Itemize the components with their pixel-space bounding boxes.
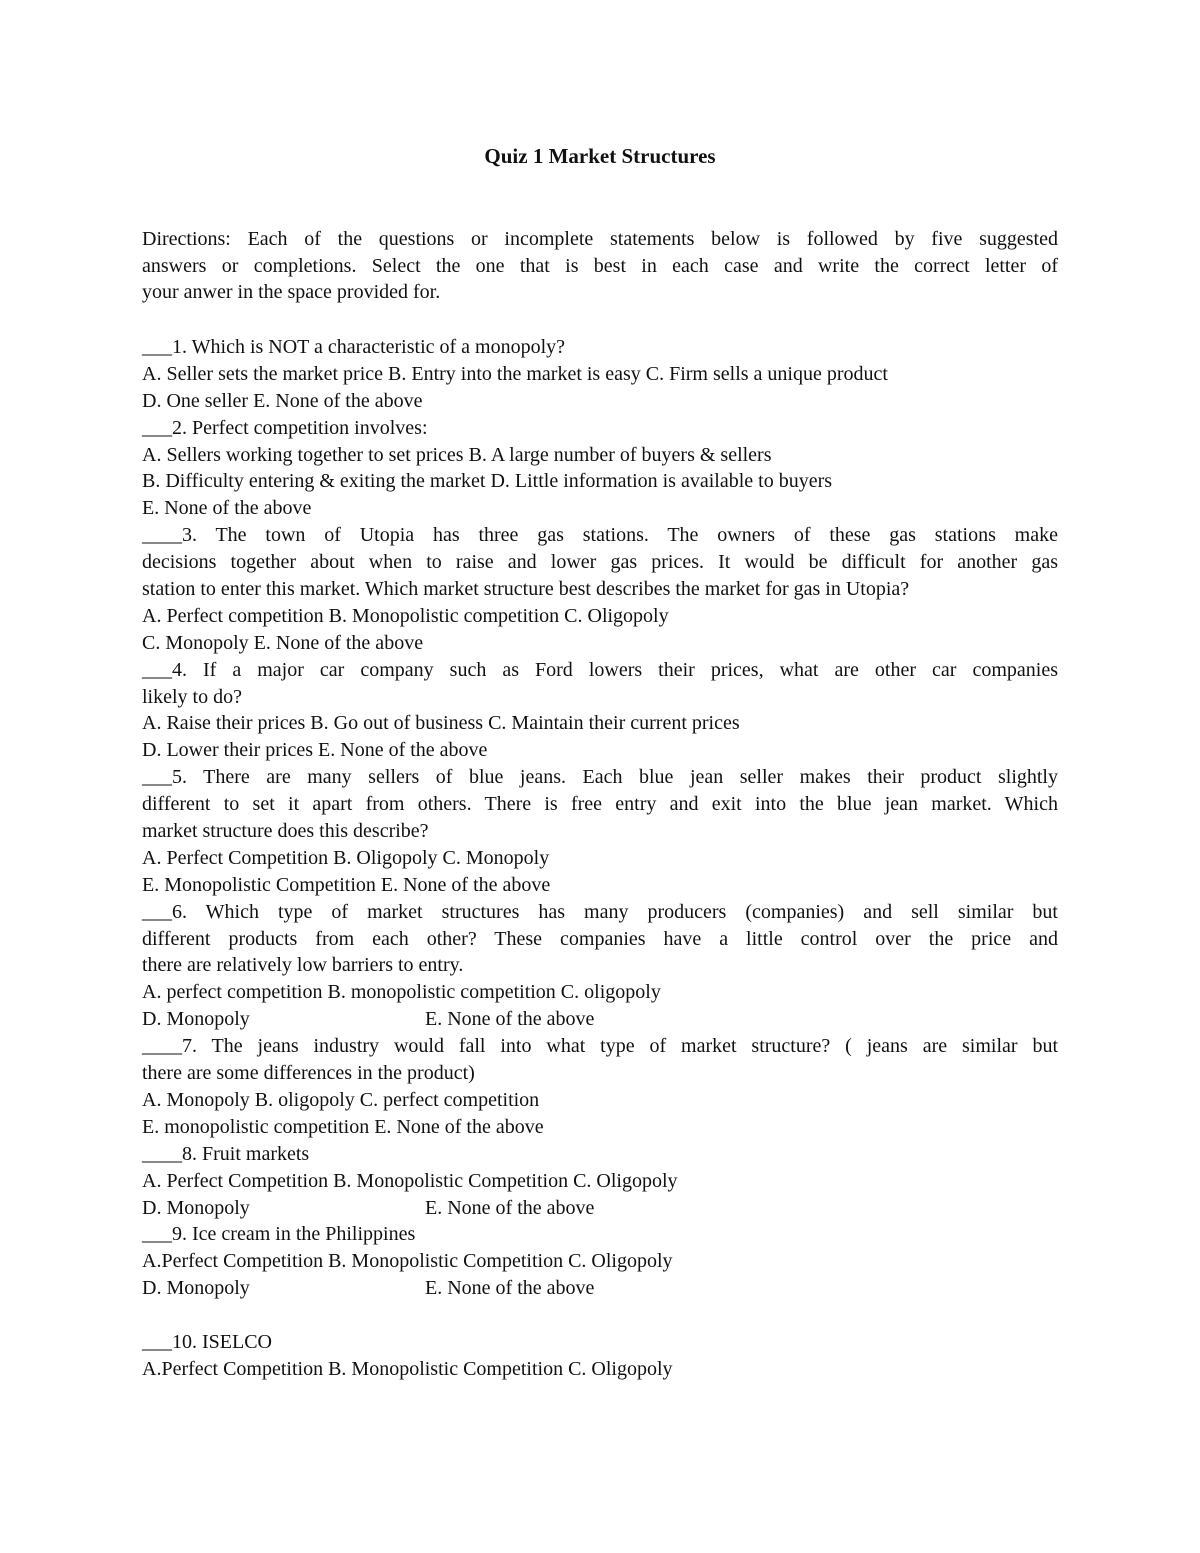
question-stem: decisions together about when to raise and lower gas prices. It would be difficult for another gas	[142, 551, 1058, 574]
answer-choices: A. Perfect Competition B. Oligopoly C. Monopoly	[142, 846, 550, 869]
question-stem: station to enter this market. Which market structure best describes the market for gas in Utopia?	[142, 578, 910, 601]
question-5	[142, 764, 1058, 898]
answer-choices: D. One seller E. None of the above	[142, 389, 423, 412]
choice-right: E. None of the above	[425, 1008, 595, 1031]
answer-choices: E. Monopolistic Competition E. None of the above	[142, 873, 551, 896]
choice-right: E. None of the above	[425, 1277, 595, 1300]
question-stem: ___4. If a major car company such as Ford lowers their prices, what are other car companies	[142, 658, 1058, 681]
question-stem: ___10. ISELCO	[142, 1330, 272, 1353]
answer-choices: A. Seller sets the market price B. Entry into the market is easy C. Firm sells a unique product	[142, 362, 888, 385]
choice-right: E. None of the above	[425, 1196, 595, 1219]
question-stem: there are relatively low barriers to entry.	[142, 954, 464, 977]
answer-choices: A. Monopoly B. oligopoly C. perfect competition	[142, 1088, 540, 1111]
question-2	[142, 415, 1058, 523]
directions-paragraph	[142, 226, 1058, 306]
question-stem: there are some differences in the product)	[142, 1062, 475, 1085]
question-10	[142, 1329, 1058, 1383]
question-stem: ___9. Ice cream in the Philippines	[142, 1223, 416, 1246]
question-stem: ___2. Perfect competition involves:	[142, 416, 428, 439]
choice-left: D. Monopoly	[142, 1196, 250, 1219]
directions-line: answers or completions. Select the one that is best in each case and write the correct letter of	[142, 254, 1058, 277]
choice-left: D. Monopoly	[142, 1277, 250, 1300]
question-stem: ___5. There are many sellers of blue jeans. Each blue jean seller makes their product slightly	[142, 766, 1058, 789]
answer-choices-split	[142, 1195, 1058, 1222]
question-stem: ___6. Which type of market structures has many producers (companies) and sell similar but	[142, 900, 1058, 923]
question-3	[142, 522, 1058, 656]
question-4	[142, 657, 1058, 765]
answer-choices: E. None of the above	[142, 497, 312, 520]
answer-choices-split	[142, 1275, 1058, 1302]
answer-choices: B. Difficulty entering & exiting the market D. Little information is available to buyers	[142, 470, 833, 493]
directions-line: your anwer in the space provided for.	[142, 281, 441, 304]
question-8	[142, 1141, 1058, 1222]
question-stem: likely to do?	[142, 685, 242, 708]
choice-left: D. Monopoly	[142, 1008, 250, 1031]
question-stem: ____3. The town of Utopia has three gas stations. The owners of these gas stations make	[142, 524, 1058, 547]
answer-choices: E. monopolistic competition E. None of the above	[142, 1115, 544, 1138]
question-list	[142, 334, 1058, 1383]
answer-choices: A. Raise their prices B. Go out of business C. Maintain their current prices	[142, 712, 740, 735]
question-stem: ___1. Which is NOT a characteristic of a monopoly?	[142, 336, 566, 358]
answer-choices: A.Perfect Competition B. Monopolistic Competition C. Oligopoly	[142, 1357, 673, 1380]
question-stem: ____7. The jeans industry would fall into what type of market structure? ( jeans are similar but	[142, 1035, 1058, 1058]
answer-choices: A. Perfect competition B. Monopolistic competition C. Oligopoly	[142, 604, 669, 627]
answer-choices: A. perfect competition B. monopolistic competition C. oligopoly	[142, 981, 661, 1004]
answer-choices: A. Perfect Competition B. Monopolistic Competition C. Oligopoly	[142, 1169, 678, 1192]
question-9	[142, 1221, 1058, 1302]
answer-choices: C. Monopoly E. None of the above	[142, 631, 424, 654]
answer-choices: D. Lower their prices E. None of the above	[142, 739, 488, 762]
question-6	[142, 899, 1058, 1033]
directions-line: Directions: Each of the questions or incomplete statements below is followed by five suggested	[142, 228, 1058, 250]
answer-choices: A. Sellers working together to set prices B. A large number of buyers & sellers	[142, 443, 772, 466]
question-stem: ____8. Fruit markets	[142, 1142, 310, 1165]
answer-choices-split	[142, 1006, 1058, 1033]
answer-choices: A.Perfect Competition B. Monopolistic Competition C. Oligopoly	[142, 1250, 673, 1273]
blank-line	[142, 1302, 1058, 1329]
question-stem: market structure does this describe?	[142, 820, 429, 843]
question-7	[142, 1033, 1058, 1141]
question-1	[142, 334, 1058, 415]
page-title: Quiz 1 Market Structures	[484, 144, 716, 168]
question-stem: different products from each other? These companies have a little control over the price and	[142, 927, 1058, 950]
question-stem: different to set it apart from others. There is free entry and exit into the blue jean market. Which	[142, 793, 1058, 816]
